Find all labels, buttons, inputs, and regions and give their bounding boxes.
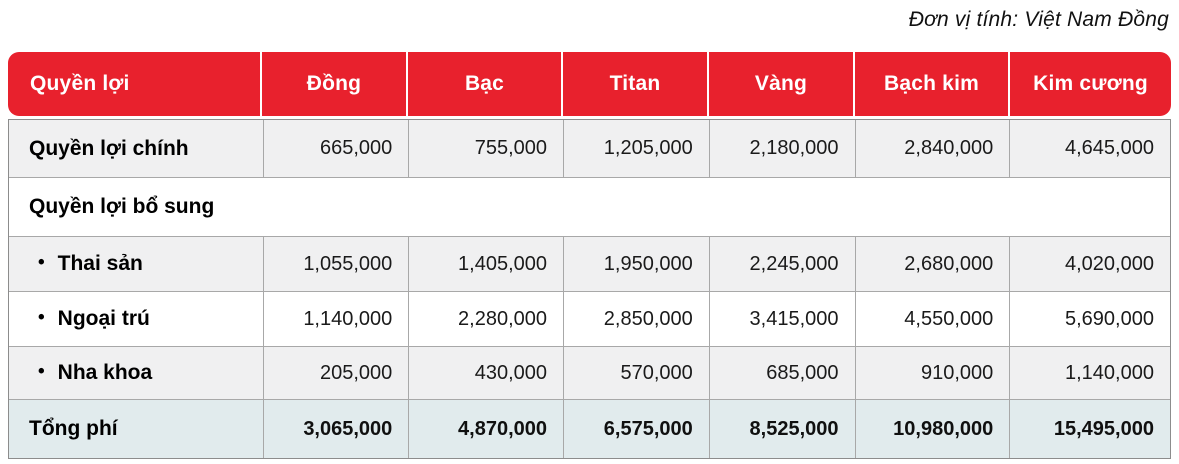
row-label-dental (9, 346, 263, 399)
table-cell: 2,680,000 (855, 236, 1010, 291)
table-body (8, 119, 1171, 459)
table-cell-total: 15,495,000 (1009, 399, 1170, 458)
table-cell: 2,280,000 (408, 291, 563, 346)
table-cell-total: 8,525,000 (709, 399, 855, 458)
table-cell-total: 6,575,000 (563, 399, 709, 458)
table-cell: 205,000 (263, 346, 409, 399)
column-header-titan: Titan (563, 52, 709, 116)
table-cell: 570,000 (563, 346, 709, 399)
column-header-vang: Vàng (709, 52, 855, 116)
table-cell: 685,000 (709, 346, 855, 399)
table-cell: 910,000 (855, 346, 1010, 399)
table-cell: 1,140,000 (1009, 346, 1170, 399)
table-cell: 430,000 (408, 346, 563, 399)
table-cell: 1,055,000 (263, 236, 409, 291)
row-label-text: Nha khoa (57, 361, 153, 384)
table-cell: 3,415,000 (709, 291, 855, 346)
row-label-outpatient (9, 291, 263, 346)
table-cell: 755,000 (408, 120, 563, 177)
row-label-additional-benefits-section: Quyền lợi bổ sung (9, 177, 1170, 236)
column-header-kim-cuong: Kim cương (1010, 52, 1171, 116)
table-cell: 5,690,000 (1009, 291, 1170, 346)
table-header-row (8, 52, 1171, 116)
column-header-dong: Đồng (262, 52, 408, 116)
table-cell: 2,840,000 (855, 120, 1010, 177)
row-label-main-benefit: Quyền lợi chính (9, 120, 263, 177)
bullet-icon: • (38, 361, 45, 382)
benefit-price-table (8, 52, 1171, 459)
table-cell: 1,950,000 (563, 236, 709, 291)
row-label-total-fee: Tổng phí (9, 399, 263, 458)
table-cell: 1,405,000 (408, 236, 563, 291)
column-header-bach-kim: Bạch kim (855, 52, 1010, 116)
table-cell: 1,140,000 (263, 291, 409, 346)
table-cell: 1,205,000 (563, 120, 709, 177)
column-header-bac: Bạc (408, 52, 563, 116)
row-label-maternity (9, 236, 263, 291)
table-cell: 4,020,000 (1009, 236, 1170, 291)
table-cell: 2,245,000 (709, 236, 855, 291)
table-cell-total: 4,870,000 (408, 399, 563, 458)
table-cell-total: 10,980,000 (855, 399, 1010, 458)
table-cell: 4,645,000 (1009, 120, 1170, 177)
table-cell: 2,850,000 (563, 291, 709, 346)
bullet-icon: • (38, 252, 45, 273)
table-cell-total: 3,065,000 (263, 399, 409, 458)
unit-note: Đơn vị tính: Việt Nam Đồng (908, 8, 1169, 31)
row-label-text: Thai sản (57, 252, 143, 275)
row-label-text: Ngoại trú (57, 307, 150, 330)
bullet-icon: • (38, 307, 45, 328)
column-header-benefit: Quyền lợi (8, 52, 262, 116)
table-cell: 665,000 (263, 120, 409, 177)
table-cell: 2,180,000 (709, 120, 855, 177)
table-cell: 4,550,000 (855, 291, 1010, 346)
